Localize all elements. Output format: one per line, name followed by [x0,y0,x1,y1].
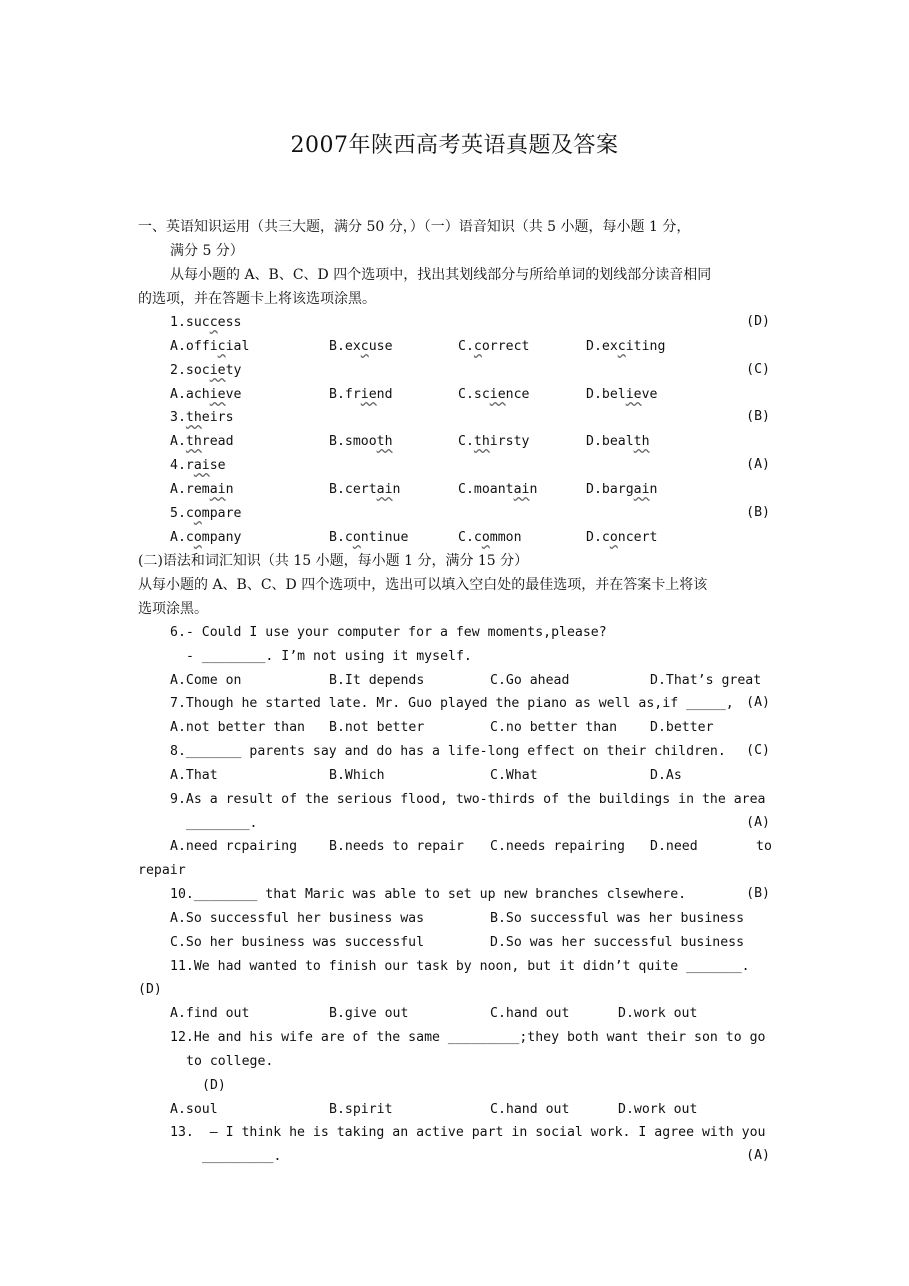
answer-7: (A) [746,695,770,710]
option-7a: A.not better than [170,720,305,735]
question-9-blank: ________. [186,816,258,831]
answer-4: (A) [746,457,770,472]
option-5b: B.continue [329,530,409,545]
question-3: 3.theirs [170,410,234,425]
option-8c: C.What [490,768,538,783]
question-13-blank: _________. [202,1149,282,1164]
option-4d: D.bargain [586,482,658,497]
option-12d: D.work out [618,1102,698,1117]
option-4c: C.moantain [458,482,538,497]
question-4: 4.raise [170,458,226,473]
option-2b: B.friend [329,387,393,402]
question-2: 2.society [170,363,242,378]
option-9d-word: to [756,839,772,854]
option-10a: A.So successful her business was [170,911,425,926]
answer-12: (D) [202,1078,226,1093]
answer-10: (B) [746,886,770,901]
option-4b: B.certain [329,482,401,497]
option-9b: B.needs to repair [329,839,464,854]
option-2c: C.science [458,387,530,402]
option-9c: C.needs repairing [490,839,625,854]
question-8: 8._______ parents say and do has a life-long effect on their children. [170,744,726,759]
option-7b: B.not better [329,720,425,735]
option-9d-cont: repair [138,863,186,878]
section2-instructions-cont: 选项涂黑。 [138,601,208,617]
option-3a: A.thread [170,434,234,449]
question-11: 11.We had wanted to finish our task by noon, but it didn’t quite _______. [170,959,750,974]
option-6b: B.It depends [329,673,425,688]
answer-13: (A) [746,1148,770,1163]
question-5: 5.compare [170,506,242,521]
question-9: 9.As a result of the serious flood, two-thirds of the buildings in the area [170,792,766,807]
option-8d: D.As [650,768,682,783]
question-1: 1.success [170,315,242,330]
answer-9: (A) [746,815,770,830]
option-1c: C.correct [458,339,530,354]
option-6a: A.Come on [170,673,242,688]
option-7c: C.no better than [490,720,618,735]
question-12: 12.He and his wife are of the same _________;they both want their son to go [170,1030,766,1045]
question-13: 13. – I think he is taking an active part in social work. I agree with you [170,1125,766,1140]
question-6: 6.- Could I use your computer for a few moments,please? [170,625,607,640]
answer-3: (B) [746,409,770,424]
option-11c: C.hand out [490,1006,570,1021]
answer-8: (C) [746,743,770,758]
option-5c: C.common [458,530,522,545]
section2-heading: (二)语法和词汇知识（共 15 小题，每小题 1 分，满分 15 分） [138,553,529,569]
section1-instructions-cont: 的选项，并在答题卡上将该选项涂黑。 [138,291,376,307]
answer-2: (C) [746,362,770,377]
option-3c: C.thirsty [458,434,530,449]
page-title: 2007年陕西高考英语真题及答案 [290,133,619,158]
section1-heading-cont: 满分 5 分） [170,243,244,259]
option-12a: A.soul [170,1102,218,1117]
answer-1: (D) [746,314,770,329]
option-3b: B.smooth [329,434,393,449]
option-1a: A.official [170,339,250,354]
option-7d: D.better [650,720,714,735]
question-6-reply: - ________. I’m not using it myself. [186,649,472,664]
option-2a: A.achieve [170,387,242,402]
option-1d: D.exciting [586,339,666,354]
option-8b: B.Which [329,768,385,783]
option-9d: D.need [650,839,698,854]
option-8a: A.That [170,768,218,783]
section2-instructions: 从每小题的 A、B、C、D 四个选项中，选出可以填入空白处的最佳选项，并在答案卡上将该 [138,577,708,593]
option-9a: A.need rcpairing [170,839,298,854]
answer-5: (B) [746,505,770,520]
section1-instructions: 从每小题的 A、B、C、D 四个选项中，找出其划线部分与所给单词的划线部分读音相同 [170,267,712,283]
answer-11: (D) [138,982,162,997]
option-11d: D.work out [618,1006,698,1021]
option-12c: C.hand out [490,1102,570,1117]
option-11b: B.give out [329,1006,409,1021]
option-2d: D.believe [586,387,658,402]
option-11a: A.find out [170,1006,250,1021]
section1-heading: 一、英语知识运用（共三大题，满分 50 分，）（一）语音知识（共 5 小题，每小题 1 分， [138,219,691,235]
option-5d: D.concert [586,530,658,545]
option-6c: C.Go ahead [490,673,570,688]
option-12b: B.spirit [329,1102,393,1117]
option-4a: A.remain [170,482,234,497]
option-5a: A.company [170,530,242,545]
option-10c: C.So her business was successful [170,935,425,950]
option-10b: B.So successful was her business [490,911,745,926]
option-10d: D.So was her successful business [490,935,745,950]
option-3d: D.bealth [586,434,650,449]
question-12-cont: to college. [186,1054,274,1069]
option-6d: D.That’s great [650,673,762,688]
question-7: 7.Though he started late. Mr. Guo played the piano as well as,if _____, [170,696,734,711]
option-1b: B.excuse [329,339,393,354]
question-10: 10.________ that Maric was able to set up new branches clsewhere. [170,887,687,902]
